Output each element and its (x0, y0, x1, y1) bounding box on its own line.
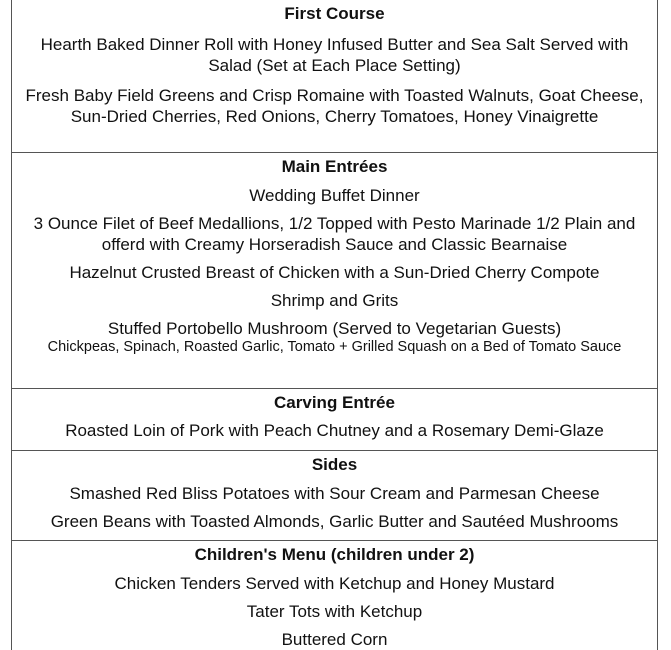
carving-entree-heading: Carving Entrée (274, 393, 395, 412)
menu-item-chicken: Hazelnut Crusted Breast of Chicken with a Sun-Dried Cherry Compote (69, 263, 600, 282)
menu-item-mushroom-detail: Chickpeas, Spinach, Roasted Garlic, Tomato + Grilled Squash on a Bed of Tomato Sauce (47, 339, 622, 355)
menu-item-salad: Fresh Baby Field Greens and Crisp Romaine with Toasted Walnuts, Goat Cheese, Sun-Dried Cherries, Red Onions, Cherry Tomatoes, Honey Vinaigrette (25, 86, 644, 126)
menu-item-dinner-roll: Hearth Baked Dinner Roll with Honey Infused Butter and Sea Salt Served with Salad (Set at Each Place Setting) (40, 35, 629, 75)
menu-item-tater-tots: Tater Tots with Ketchup (246, 602, 423, 621)
carving-entree-section (12, 392, 657, 451)
menu-item-buffet: Wedding Buffet Dinner (249, 186, 420, 205)
childrens-menu-section (12, 544, 657, 650)
menu-item-green-beans: Green Beans with Toasted Almonds, Garlic Butter and Sautéed Mushrooms (50, 512, 619, 531)
sides-heading: Sides (311, 455, 358, 474)
sides-section (12, 454, 657, 541)
menu-item-pork: Roasted Loin of Pork with Peach Chutney and a Rosemary Demi-Glaze (65, 421, 604, 440)
menu-item-mushroom: Stuffed Portobello Mushroom (Served to Vegetarian Guests) (107, 319, 562, 338)
first-course-heading: First Course (284, 4, 385, 23)
menu-table (11, 0, 658, 650)
childrens-menu-heading: Children's Menu (children under 2) (194, 545, 475, 564)
menu-item-corn: Buttered Corn (281, 630, 388, 649)
menu-item-shrimp: Shrimp and Grits (270, 291, 399, 310)
main-entrees-section (12, 156, 657, 389)
menu-item-potatoes: Smashed Red Bliss Potatoes with Sour Cream and Parmesan Cheese (69, 484, 600, 503)
main-entrees-heading: Main Entrées (281, 157, 388, 176)
menu-item-chicken-tenders: Chicken Tenders Served with Ketchup and Honey Mustard (114, 574, 555, 593)
first-course-section (12, 3, 657, 153)
menu-item-beef: 3 Ounce Filet of Beef Medallions, 1/2 Topped with Pesto Marinade 1/2 Plain and offerd with Creamy Horseradish Sauce and Classic Bearnaise (33, 214, 636, 254)
